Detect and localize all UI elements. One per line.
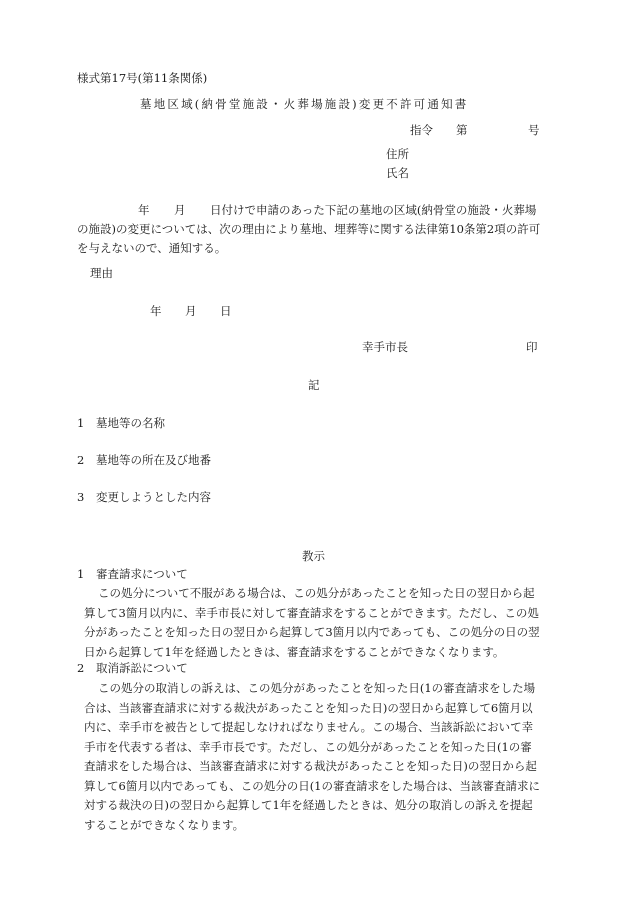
date-day: 日	[220, 304, 232, 318]
notice-2-line-4: 手市を代表する者は、幸手市長です。ただし、この処分があったことを知った日(1の審	[84, 739, 532, 754]
body-month: 月	[174, 203, 186, 217]
body-line-1: 日付けで申請のあった下記の墓地の区域(納骨堂の施設・火葬場	[210, 203, 537, 217]
body-line-3: を与えないので、通知する。	[77, 241, 227, 255]
body-year: 年	[138, 203, 150, 217]
notice-section-2-title: 取消訴訟について	[96, 661, 188, 675]
notice-1-line-3: 分があったことを知った日の翌日から起算して3箇月以内であっても、この処分の日の翌	[84, 625, 540, 639]
notice-2-line-1: この処分の取消しの訴えは、この処分があったことを知った日(1の審査請求をした場	[98, 681, 536, 695]
date-month: 月	[185, 304, 197, 318]
form-label: 様式第17号(第11条関係)	[77, 71, 208, 85]
notice-2-line-7: 対する裁決の日)の翌日から起算して1年を経過したときは、処分の取消しの訴えを提起	[84, 798, 533, 812]
notice-section-2-body	[84, 679, 540, 835]
notice-section-1-num: 1	[77, 567, 85, 581]
ki-heading: 記	[308, 378, 320, 392]
directive-gou: 号	[528, 123, 540, 137]
directive-dai: 第	[456, 123, 468, 137]
notice-2-line-6: 算して6箇月以内であっても、この処分の日(1の審査請求をした場合は、当該審査請求に	[84, 778, 541, 793]
notice-heading: 教示	[302, 549, 325, 563]
item-3-num: 3	[77, 490, 85, 504]
recipient-address-label: 住所	[386, 147, 409, 161]
notice-2-line-2: 合は、当該審査請求に対する裁決があったことを知った日)の翌日から起算して6箇月以	[84, 700, 533, 715]
notice-2-line-5: 査請求をした場合は、当該審査請求に対する裁決があったことを知った日)の翌日から起	[84, 759, 537, 773]
item-1-label: 墓地等の名称	[96, 416, 165, 430]
recipient-name-label: 氏名	[386, 166, 409, 180]
notice-2-line-3: 内に、幸手市を被告として提起しなければなりません。この場合、当該訴訟において幸	[84, 720, 534, 734]
item-3-label: 変更しようとした内容	[96, 490, 211, 504]
notice-1-line-2: 算して3箇月以内に、幸手市長に対して審査請求をすることができます。ただし、この処	[84, 605, 539, 620]
notice-section-2-num: 2	[77, 661, 85, 675]
date-year: 年	[150, 304, 162, 318]
document-title: 墓地区域(納骨堂施設・火葬場施設)変更不許可通知書	[140, 97, 469, 111]
item-2-num: 2	[77, 453, 85, 467]
item-2-label: 墓地等の所在及び地番	[96, 453, 211, 467]
directive-shirei: 指令	[410, 123, 433, 137]
seal-mark: 印	[526, 340, 538, 354]
item-1-num: 1	[77, 416, 85, 430]
notice-2-line-8: することができなくなります。	[84, 817, 245, 832]
issuer-name: 幸手市長	[362, 340, 408, 354]
reason-label: 理由	[90, 266, 113, 280]
notice-section-1-body	[84, 584, 540, 662]
notice-1-line-4: 日から起算して1年を経過したときは、審査請求をすることができなくなります。	[84, 644, 505, 659]
notice-section-1-title: 審査請求について	[96, 567, 188, 581]
notice-1-line-1: この処分について不服がある場合は、この処分があったことを知った日の翌日から起	[98, 586, 535, 600]
body-line-2: の施設)の変更については、次の理由により墓地、埋葬等に関する法律第10条第2項の許可	[77, 222, 541, 236]
